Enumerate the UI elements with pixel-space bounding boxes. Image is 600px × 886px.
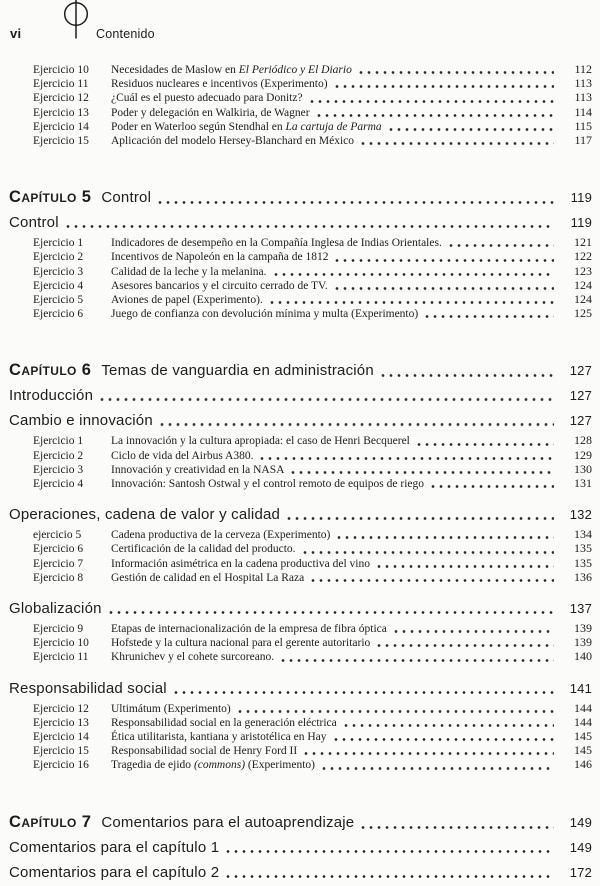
page-number: 134 (574, 527, 592, 542)
toc-entry-exercise (9, 528, 592, 542)
toc-entry-exercise (9, 63, 592, 77)
toc-entry-exercise (9, 477, 592, 491)
entry-title (101, 189, 151, 207)
title-segment: Responsabilidad social (9, 679, 167, 697)
toc-entry-section (9, 413, 592, 429)
entry-title (111, 266, 267, 279)
page-number: 115 (574, 118, 592, 133)
exercise-label: Ejercicio 11 (33, 651, 89, 664)
exercise-label: Ejercicio 2 (33, 251, 84, 264)
title-segment: Control (101, 189, 152, 207)
exercise-label: Ejercicio 12 (33, 92, 89, 105)
title-segment: Poder en Waterloo según Stendhal en (111, 120, 286, 133)
dot-leader (359, 142, 554, 145)
toc-entry-exercise (9, 542, 592, 556)
flower-stem-icon (63, 0, 89, 40)
toc-entry-section (9, 388, 592, 404)
entry-title (111, 464, 284, 477)
dot-leader (423, 315, 554, 318)
title-segment: Necesidades de Maslow en (111, 64, 239, 76)
title-segment: Aviones de papel (Experimento). (111, 294, 263, 307)
title-segment: Temas de vanguardia en administración (101, 362, 374, 380)
dot-leader (279, 659, 554, 662)
exercise-label: Ejercicio 5 (33, 294, 84, 307)
folio-page-number: vi (10, 26, 22, 41)
dot-leader (172, 691, 554, 694)
page-number: 139 (574, 621, 592, 636)
toc-entry-section (9, 507, 592, 523)
entry-title (111, 435, 410, 448)
title-segment: Ética utilitarista, kantiana y aristotélica en Hay (111, 731, 327, 744)
chapter-label: Capítulo 5 (9, 188, 92, 207)
title-segment: Hofstede y la cultura nacional para el gerente autoritario (111, 637, 371, 650)
title-segment: Ciclo de vida del Airbus A380. (111, 449, 254, 462)
title-segment: Información asimétrica en la cadena productiva del vino (111, 557, 370, 570)
exercise-label: Ejercicio 1 (33, 435, 84, 448)
dot-leader (315, 114, 554, 117)
toc-entry-exercise (9, 91, 592, 105)
entry-title (111, 237, 442, 250)
page-number: 123 (574, 263, 592, 278)
entry-title (111, 572, 304, 585)
dot-leader (224, 850, 554, 853)
title-segment: Indicadores de desempeño en la Compañía Inglesa de Indias Orientales. (111, 237, 442, 250)
entry-title (111, 543, 296, 556)
toc-entry-exercise (9, 279, 592, 293)
title-segment: Control (9, 214, 59, 232)
entry-title (111, 703, 231, 716)
toc-entry-exercise (9, 622, 592, 636)
entry-title (111, 92, 303, 105)
dot-leader (359, 826, 554, 829)
dot-leader (333, 287, 554, 290)
toc-entry-exercise (9, 636, 592, 650)
entry-title (111, 64, 352, 77)
title-segment: Gestión de calidad en el Hospital La Raza (111, 571, 305, 584)
exercise-label: Ejercicio 10 (33, 637, 89, 650)
page-number: 149 (569, 814, 592, 830)
page-number: 114 (574, 104, 592, 119)
title-segment: ¿Cuál es el puesto adecuado para Donitz? (111, 92, 303, 105)
title-segment: Etapas de internacionalización de la empresa de fibra óptica (111, 623, 387, 636)
page-number: 119 (570, 215, 592, 231)
exercise-label: Ejercicio 4 (33, 279, 84, 292)
title-segment: Operaciones, cadena de valor y calidad (9, 506, 281, 524)
exercise-label: Ejercicio 10 (33, 64, 89, 76)
entry-title (9, 507, 280, 523)
entry-title (111, 717, 337, 730)
toc-entry-section (9, 840, 592, 856)
entry-title (9, 388, 93, 404)
page-number: 139 (574, 635, 592, 650)
dot-leader (429, 485, 554, 488)
page-number: 140 (574, 649, 592, 664)
toc-entry-section (9, 865, 592, 881)
title-segment: (Experimento) (245, 759, 315, 772)
exercise-label: Ejercicio 6 (33, 543, 84, 556)
toc-entry-exercise (9, 730, 592, 744)
exercise-label: Ejercicio 7 (33, 557, 84, 570)
title-segment: La cartuja de Parma (285, 120, 382, 133)
entry-title (111, 731, 327, 744)
title-segment: Cadena productiva de la cerveza (Experimento) (111, 529, 331, 542)
exercise-label: Ejercicio 6 (33, 308, 84, 321)
page-number: 146 (574, 757, 592, 772)
dot-leader (302, 752, 554, 755)
chapter-label: Capítulo 6 (9, 361, 92, 380)
dot-leader (320, 767, 554, 770)
exercise-label: Ejercicio 8 (33, 571, 84, 584)
page-number: 131 (574, 476, 592, 491)
toc-entry-exercise (9, 716, 592, 730)
page-number: 135 (574, 555, 592, 570)
dot-leader (332, 738, 554, 741)
dot-leader (272, 273, 554, 276)
toc-entry-exercise (9, 106, 592, 120)
toc-entry-section (9, 681, 592, 697)
title-segment: Responsabilidad social en la generación eléctrica (111, 716, 337, 729)
page-number: 172 (569, 864, 592, 880)
exercise-label: Ejercicio 14 (33, 120, 89, 133)
title-segment: Introducción (9, 387, 94, 405)
exercise-label: Ejercicio 14 (33, 731, 89, 744)
title-segment: Comentarios para el capítulo 1 (9, 838, 220, 856)
title-segment: Aplicación del modelo Hersey-Blanchard en México (111, 135, 355, 148)
title-segment: Cambio e innovación (9, 412, 153, 430)
dot-leader (107, 611, 554, 614)
toc-entry-exercise (9, 463, 592, 477)
page-number: 112 (574, 62, 592, 76)
entry-title (111, 651, 274, 664)
page-number: 128 (574, 433, 592, 448)
toc-entry-exercise (9, 449, 592, 463)
dot-leader (333, 259, 554, 262)
page-number: 135 (574, 541, 592, 556)
entry-title (111, 637, 370, 650)
toc-entry-section (9, 215, 592, 231)
title-segment: Innovación y creatividad en la NASA (111, 463, 285, 476)
entry-title (111, 78, 328, 91)
exercise-label: Ejercicio 4 (33, 478, 84, 491)
title-segment: (commons) (193, 759, 246, 772)
exercise-label: Ejercicio 9 (33, 623, 84, 636)
exercise-label: Ejercicio 13 (33, 716, 89, 729)
toc-block (9, 63, 592, 148)
exercise-label: Ejercicio 2 (33, 449, 84, 462)
entry-title (111, 745, 297, 758)
page-header (0, 0, 600, 46)
page-number: 136 (574, 569, 592, 584)
toc-entry-exercise (9, 236, 592, 250)
toc-entry-exercise (9, 120, 592, 134)
entry-title (101, 814, 354, 832)
entry-title (9, 413, 153, 429)
entry-title (111, 450, 253, 463)
page-number: 127 (569, 388, 592, 404)
title-segment: Tragedia de ejido (111, 759, 194, 772)
page-number: 145 (574, 729, 592, 744)
page-number: 130 (574, 461, 592, 476)
entry-title (111, 107, 310, 120)
entry-title (111, 280, 328, 293)
dot-leader (333, 85, 554, 88)
entry-title (9, 601, 102, 617)
toc-entry-exercise (9, 744, 592, 758)
running-header-title: Contenido (96, 27, 155, 41)
chapter-label: Capítulo 7 (9, 812, 92, 831)
title-segment: Ultimátum (Experimento) (111, 702, 231, 715)
dot-leader (258, 457, 554, 460)
exercise-label: Ejercicio 11 (33, 78, 89, 91)
toc-entry-chapter (9, 188, 592, 207)
title-segment: Juego de confianza con devolución mínima y multa (Experimento) (111, 308, 419, 321)
entry-title (111, 294, 263, 307)
exercise-label: ejercicio 5 (33, 529, 82, 542)
exercise-label: Ejercicio 13 (33, 106, 89, 119)
toc-entry-exercise (9, 307, 592, 321)
dot-leader (98, 398, 554, 401)
title-segment: Asesores bancarios y el circuito cerrado de TV. (111, 279, 328, 292)
dot-leader (156, 201, 554, 204)
dot-leader (357, 71, 554, 74)
toc-entry-exercise (9, 293, 592, 307)
page-number: 127 (569, 413, 592, 429)
entry-title (9, 865, 219, 881)
dot-leader (64, 225, 554, 228)
title-segment: Innovación: Santosh Ostwal y el control remoto de equipos de riego (111, 478, 424, 491)
exercise-label: Ejercicio 15 (33, 135, 89, 148)
toc-entry-exercise (9, 250, 592, 264)
toc-entry-chapter (9, 361, 592, 380)
dot-leader (308, 100, 554, 103)
page-number: 124 (574, 277, 592, 292)
exercise-label: Ejercicio 3 (33, 463, 84, 476)
entry-title (111, 135, 354, 148)
title-segment: Residuos nucleares e incentivos (Experimento) (111, 78, 328, 91)
dot-leader (335, 536, 554, 539)
dot-leader (392, 630, 554, 633)
page-number: 121 (574, 235, 592, 250)
page-number: 119 (570, 190, 592, 206)
entry-title (9, 215, 59, 231)
exercise-label: Ejercicio 3 (33, 265, 84, 278)
dot-leader (387, 128, 554, 131)
entry-title (9, 681, 167, 697)
toc-entry-exercise (9, 758, 592, 772)
exercise-label: Ejercicio 12 (33, 702, 89, 715)
dot-leader (342, 724, 554, 727)
entry-title (111, 759, 315, 772)
toc-entry-exercise (9, 77, 592, 91)
exercise-label: Ejercicio 16 (33, 759, 89, 772)
page-number: 141 (569, 680, 592, 696)
page-number: 122 (574, 249, 592, 264)
page-number: 129 (574, 447, 592, 462)
entry-title (111, 558, 370, 571)
toc-entry-exercise (9, 434, 592, 448)
toc-entry-exercise (9, 702, 592, 716)
page-number: 113 (574, 76, 592, 91)
dot-leader (289, 471, 554, 474)
title-segment: Khrunichev y el cohete surcoreano. (111, 651, 275, 664)
page-number: 113 (574, 90, 592, 105)
dot-leader (447, 244, 554, 247)
title-segment: La innovación y la cultura apropiada: el caso de Henri Becquerel (111, 435, 410, 448)
entry-title (9, 840, 219, 856)
page-number: 124 (574, 292, 592, 307)
toc-block (9, 813, 592, 881)
dot-leader (236, 710, 554, 713)
title-segment: El Periódico y El Diario (238, 64, 352, 76)
page-number: 117 (574, 133, 592, 148)
page-number: 144 (574, 700, 592, 715)
title-segment: Globalización (9, 600, 102, 618)
page-number: 137 (569, 601, 592, 617)
entry-title (111, 251, 328, 264)
title-segment: Comentarios para el capítulo 2 (9, 863, 220, 881)
title-segment: Calidad de la leche y la melanina. (111, 265, 267, 278)
dot-leader (301, 551, 554, 554)
dot-leader (268, 301, 554, 304)
title-segment: Responsabilidad social de Henry Ford II (111, 745, 298, 758)
exercise-label: Ejercicio 1 (33, 237, 84, 250)
dot-leader (375, 644, 554, 647)
toc-block (9, 188, 592, 321)
title-segment: Certificación de la calidad del producto. (111, 543, 296, 556)
title-segment: Poder y delegación en Walkiria, de Wagner (111, 106, 310, 119)
title-segment: Incentivos de Napoleón en la campaña de 1812 (111, 251, 329, 264)
dot-leader (224, 875, 554, 878)
dot-leader (285, 517, 554, 520)
page-number: 127 (569, 363, 592, 379)
toc-entry-exercise (9, 557, 592, 571)
page-number: 145 (574, 743, 592, 758)
toc-block (9, 361, 592, 772)
entry-title (111, 478, 424, 491)
toc-entry-exercise (9, 571, 592, 585)
toc-list (9, 46, 592, 886)
dot-leader (415, 443, 554, 446)
page-number: 144 (574, 714, 592, 729)
entry-title (101, 362, 374, 380)
toc-entry-exercise (9, 134, 592, 148)
page-number: 125 (574, 306, 592, 321)
dot-leader (379, 374, 554, 377)
entry-title (111, 308, 418, 321)
entry-title (111, 529, 330, 542)
page-number: 149 (569, 839, 592, 855)
dot-leader (375, 565, 554, 568)
title-segment: Comentarios para el autoaprendizaje (101, 813, 355, 831)
entry-title (111, 121, 382, 134)
dot-leader (158, 423, 554, 426)
toc-entry-chapter (9, 813, 592, 832)
entry-title (111, 623, 387, 636)
toc-entry-section (9, 601, 592, 617)
dot-leader (309, 579, 554, 582)
page-number: 132 (569, 507, 592, 523)
toc-entry-exercise (9, 650, 592, 664)
exercise-label: Ejercicio 15 (33, 745, 89, 758)
toc-entry-exercise (9, 265, 592, 279)
